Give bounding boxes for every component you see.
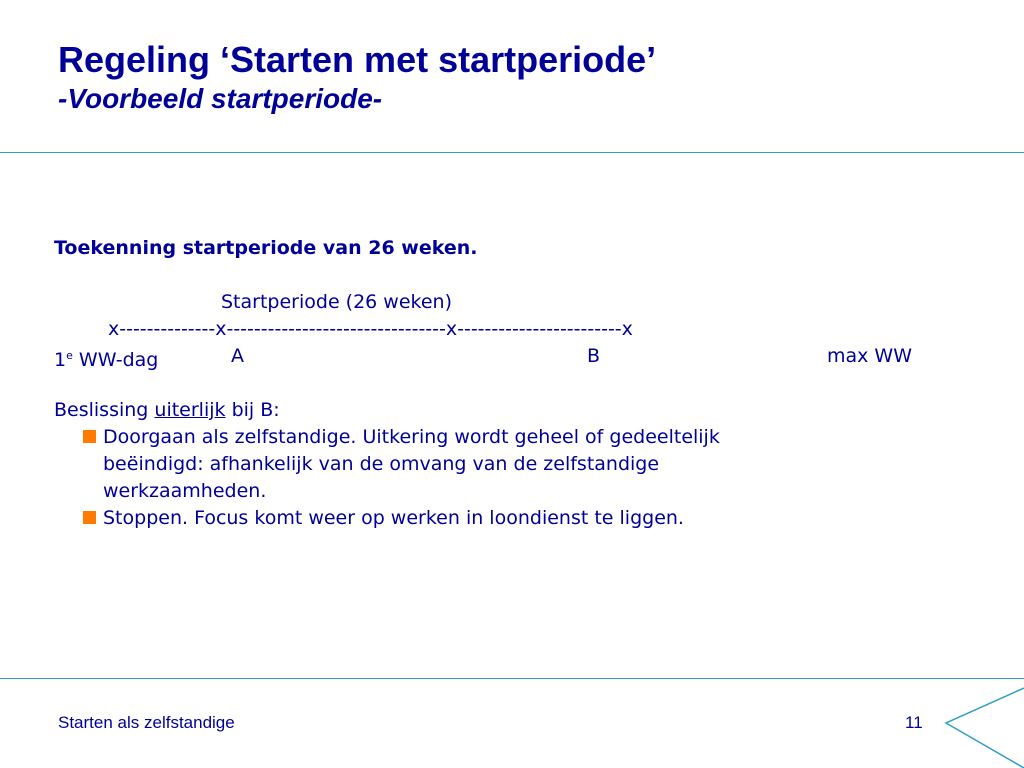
bullet-square-icon (83, 430, 96, 443)
bullet-1-line-2: beëindigd: afhankelijk van de omvang van de zelfstandige (103, 453, 660, 475)
first-day-number: 1 (54, 349, 67, 371)
first-day-label (54, 343, 158, 373)
slide-subtitle: -Voorbeeld startperiode- (58, 83, 383, 114)
intro-heading: Toekenning startperiode van 26 weken. (54, 237, 478, 259)
timeline-caption: Startperiode (26 weken) (221, 291, 452, 313)
bullet-1-line-1: Doorgaan als zelfstandige. Uitkering wordt geheel of gedeeltelijk (103, 426, 720, 448)
first-day-superscript: e (66, 349, 73, 362)
decision-line (54, 397, 280, 423)
corner-chevron-icon (940, 678, 1024, 768)
timeline-line: x--------------x--------------------------------x------------------------x (108, 318, 633, 340)
timeline-label-b: B (587, 345, 601, 367)
first-day-text: WW-dag (72, 349, 159, 371)
timeline-label-max: max WW (827, 345, 913, 367)
decision-suffix: bij B: (225, 399, 280, 421)
bullet-1-line-3: werkzaamheden. (103, 480, 267, 502)
footer-title: Starten als zelfstandige (58, 713, 235, 732)
timeline-label-a: A (231, 345, 244, 367)
page-number: 11 (905, 713, 923, 732)
slide-title: Regeling ‘Starten met startperiode’ (58, 39, 657, 80)
header-divider (0, 152, 1024, 153)
bullet-square-icon (83, 511, 96, 524)
footer-divider (0, 678, 1024, 679)
decision-prefix: Beslissing (54, 399, 155, 421)
bullet-2-line-1: Stoppen. Focus komt weer op werken in loondienst te liggen. (103, 507, 684, 529)
decision-underlined: uiterlijk (154, 399, 226, 421)
